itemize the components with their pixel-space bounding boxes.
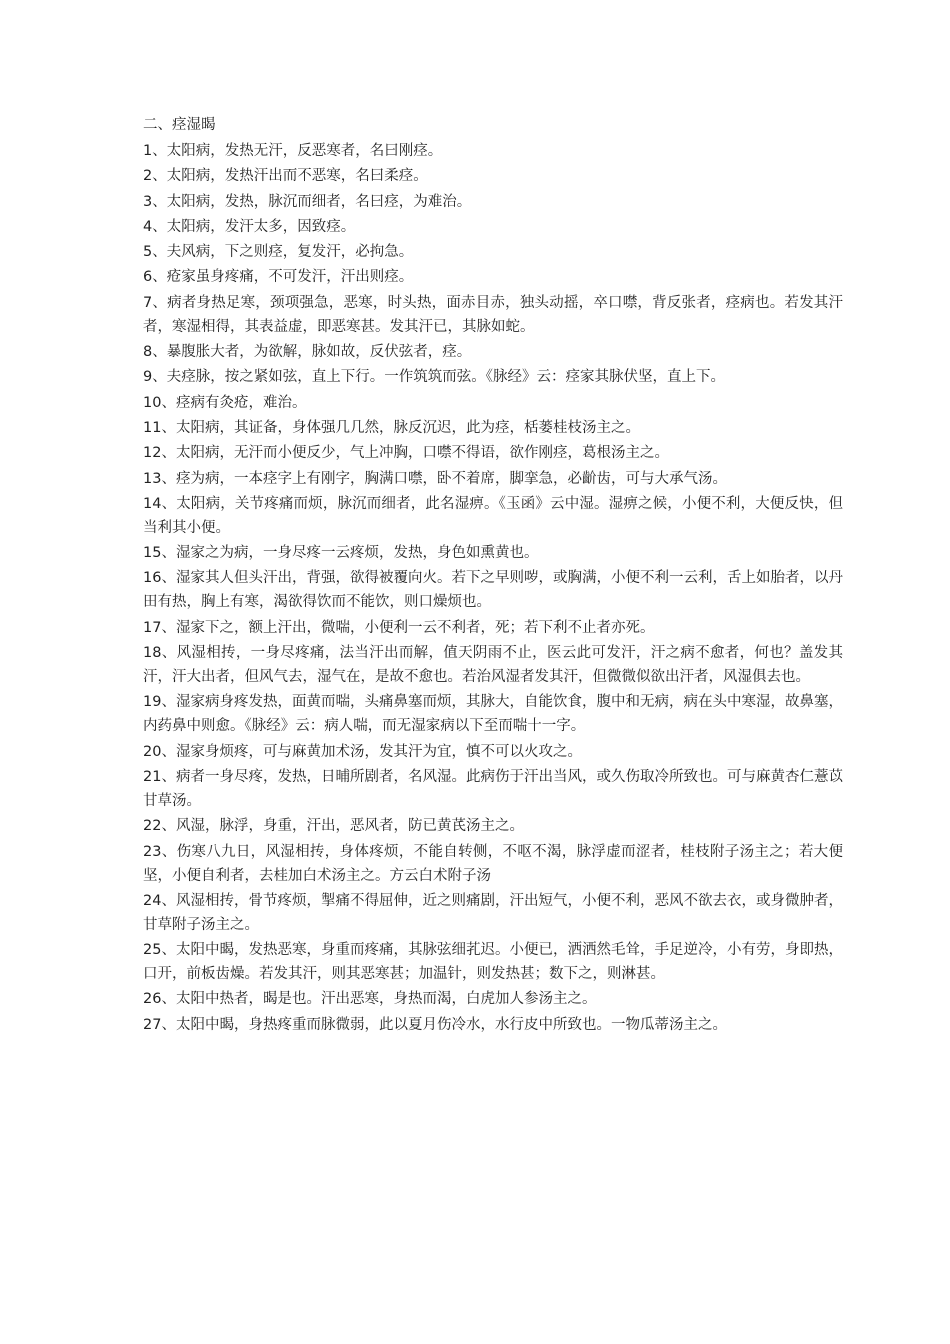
clause-paragraph: 5、夫风病，下之则痉，复发汗，必拘急。 xyxy=(143,244,414,261)
clause-paragraph: 27、太阳中暍，身热疼重而脉微弱，此以夏月伤冷水，水行皮中所致也。一物瓜蒂汤主之。 xyxy=(143,1016,727,1033)
clause-paragraph: 16、湿家其人但头汗出，背强，欲得被覆向火。若下之早则哕，或胸满，小便不利一云利，舌上如胎者，以丹田有热，胸上有寒，渴欲得饮而不能饮，则口燥烦也。 xyxy=(143,570,843,611)
clause-paragraph: 3、太阳病，发热，脉沉而细者，名曰痉，为难治。 xyxy=(143,193,472,210)
clause-paragraph: 6、疮家虽身疼痛，不可发汗，汗出则痉。 xyxy=(143,269,414,286)
clause-paragraph: 4、太阳病，发汗太多，因致痉。 xyxy=(143,218,356,235)
clause-paragraph: 21、病者一身尽疼，发热，日晡所剧者，名风湿。此病伤于汗出当风，或久伤取冷所致也。可与麻黄杏仁薏苡甘草汤。 xyxy=(143,768,843,809)
clause-paragraph: 10、痉病有灸疮，难治。 xyxy=(143,394,307,411)
clause-paragraph: 7、病者身热足寒，颈项强急，恶寒，时头热，面赤目赤，独头动摇，卒口噤，背反张者，痉病也。若发其汗者，寒湿相得，其表益虚，即恶寒甚。发其汗已，其脉如蛇。 xyxy=(143,294,843,335)
clause-paragraph: 18、风湿相抟，一身尽疼痛，法当汗出而解，值天阴雨不止，医云此可发汗，汗之病不愈者，何也？盖发其汗，汗大出者，但风气去，湿气在，是故不愈也。若治风湿者发其汗，但微微似欲出汗者，风湿俱去也。 xyxy=(143,645,843,686)
clause-paragraph: 14、太阳病，关节疼痛而烦，脉沉而细者，此名湿痹。《玉函》云中湿。湿痹之候，小便不利，大便反快，但当利其小便。 xyxy=(143,495,843,536)
clause-paragraph: 24、风湿相抟，骨节疼烦，掣痛不得屈伸，近之则痛剧，汗出短气，小便不利，恶风不欲去衣，或身微肿者，甘草附子汤主之。 xyxy=(143,892,843,933)
clause-paragraph: 26、太阳中热者，暍是也。汗出恶寒，身热而渴，白虎加人参汤主之。 xyxy=(143,991,597,1008)
clause-paragraph: 9、夫痉脉，按之紧如弦，直上下行。一作筑筑而弦。《脉经》云：痉家其脉伏坚，直上下。 xyxy=(143,369,725,386)
clause-paragraph: 19、湿家病身疼发热，面黄而喘，头痛鼻塞而烦，其脉大，自能饮食，腹中和无病，病在头中寒湿，故鼻塞，内药鼻中则愈。《脉经》云：病人喘，而无湿家病以下至而喘十一字。 xyxy=(143,694,843,735)
clause-paragraph: 22、风湿，脉浮，身重，汗出，恶风者，防已黄芪汤主之。 xyxy=(143,818,524,835)
paragraph-list xyxy=(143,139,843,1037)
section-title: 二、痉湿暍 xyxy=(143,117,216,133)
clause-paragraph: 8、暴腹胀大者，为欲解，脉如故，反伏弦者，痉。 xyxy=(143,344,472,361)
clause-paragraph: 11、太阳病，其证备，身体强几几然，脉反沉迟，此为痉，栝蒌桂枝汤主之。 xyxy=(143,419,640,436)
clause-paragraph: 2、太阳病，发热汗出而不恶寒，名曰柔痉。 xyxy=(143,168,428,185)
clause-paragraph: 17、湿家下之，额上汗出，微喘，小便利一云不利者，死；若下利不止者亦死。 xyxy=(143,619,655,636)
document-body xyxy=(143,113,843,1038)
clause-paragraph: 25、太阳中暍，发热恶寒，身重而疼痛，其脉弦细芤迟。小便已，洒洒然毛耸，手足逆冷，小有劳，身即热，口开，前板齿燥。若发其汗，则其恶寒甚；加温针，则发热甚；数下之，则淋甚。 xyxy=(143,942,843,983)
clause-paragraph: 20、湿家身烦疼，可与麻黄加术汤，发其汗为宜，慎不可以火攻之。 xyxy=(143,743,582,760)
clause-paragraph: 12、太阳病，无汗而小便反少，气上冲胸，口噤不得语，欲作刚痉，葛根汤主之。 xyxy=(143,445,669,462)
clause-paragraph: 23、伤寒八九日，风湿相抟，身体疼烦，不能自转侧，不呕不渴，脉浮虚而涩者，桂枝附子汤主之；若大便坚，小便自利者，去桂加白术汤主之。方云白术附子汤 xyxy=(143,843,843,884)
clause-paragraph: 15、湿家之为病，一身尽疼一云疼烦，发热，身色如熏黄也。 xyxy=(143,545,539,562)
clause-paragraph: 13、痉为病，一本痉字上有刚字，胸满口噤，卧不着席，脚挛急，必齘齿，可与大承气汤。 xyxy=(143,470,727,487)
clause-paragraph: 1、太阳病，发热无汗，反恶寒者，名曰刚痉。 xyxy=(143,143,443,159)
